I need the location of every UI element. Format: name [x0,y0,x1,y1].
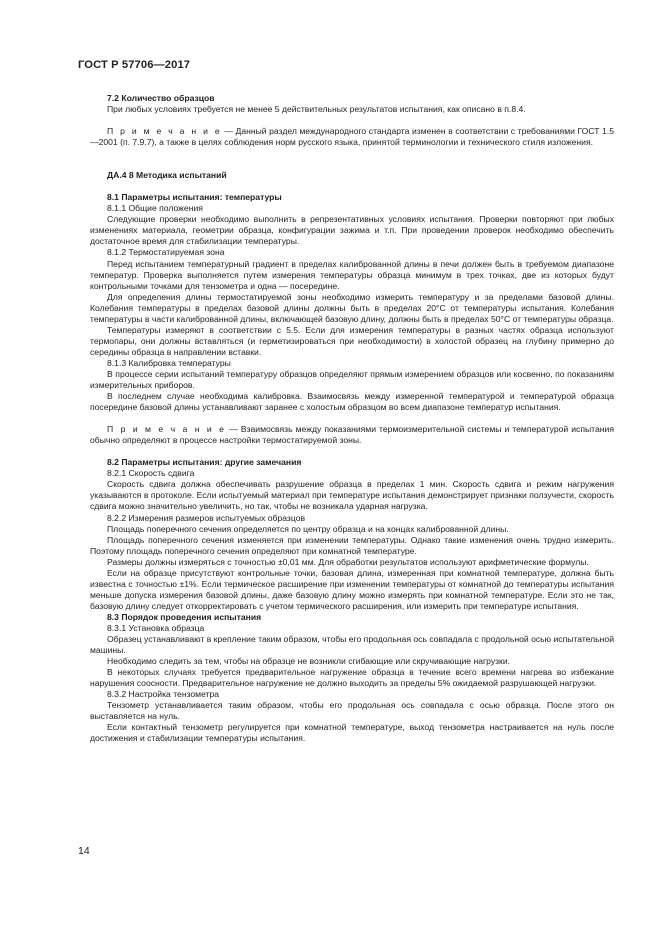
note-1 [90,126,614,148]
section-8-3-1-paragraph: Необходимо следить за тем, чтобы на образце не возникли сгибающие или скручивающие нагрузки. [107,656,511,667]
section-8-3-1-title: 8.3.1 Установка образца [107,622,205,633]
section-8-1-2-paragraph: Перед испытанием температурный градиент в пределах калиброванной длины в печи должен быть в требуемом диапазоне температур. Проверка выполняется путем измерения температуры образца минимум в трех точках, две из которых будут контрольными точками для тензометра и одна — посередине. [90,258,614,291]
document-body [90,93,614,744]
section-8-1-3-paragraph: В процессе серии испытаний температуру образцов определяют прямым измерением образцов или косвенно, по показаниям измерительных приборов. [90,368,614,391]
section-8-2-2-title: 8.2.2 Измерения размеров испытуемых образцов [107,512,306,523]
section-8-2-2-paragraph: Размеры должны измеряться с точностью ±0,01 мм. Для обработки результатов используют арифметические формулы. [107,556,589,567]
section-8-1-1-title: 8.1.1 Общие положения [107,203,203,214]
section-8-1-3-title: 8.1.3 Калибровка температуры [107,357,231,368]
section-8-3-2-paragraph: Тензометр устанавливается таким образом, чтобы его продольная ось совпадала с осью образца. После этого он выставляется на нуль. [90,700,614,722]
section-8-1-2-title: 8.1.2 Термостатируемая зона [107,247,225,258]
section-8-2-2-paragraph: Площадь поперечного сечения определяется по центру образца и на концах калиброванной длины. [107,523,509,534]
section-8-2-title: 8.2 Параметры испытания: другие замечания [107,457,302,468]
section-8-3-title: 8.3 Порядок проведения испытания [107,611,262,622]
section-8-2-1-title: 8.2.1 Скорость сдвига [107,468,195,479]
section-8-3-2-paragraph: Если контактный тензометр регулируется при комнатной температуре, выход тензометра настраивается на нуль после достижения и стабилизации температуры испытания. [90,722,614,744]
page-number: 14 [78,845,90,857]
note-2-label: П р и м е ч а н и е [107,424,227,435]
section-8-2-2-paragraph: Площадь поперечного сечения изменяется при изменении температуры. Однако такие изменения очень трудно измерить. Поэтому площадь поперечного сечения определяют при комнатной температуре. [90,534,614,556]
section-8-3-1-paragraph: В некоторых случаях требуется предварительное нагружение образца в течение всего времени нагрева во избежание нарушения соосности. Предварительное нагружение не должно выходить за пределы 5% ожидаемой разрушающей нагрузки. [90,667,614,689]
section-8-1-2-paragraph: Температуры измеряют в соответствии с 5.5. Если для измерения температуры в разных частях образца используют термопары, они должны вставляться (и герметизироваться при необходимости) в холостой образец на глубину примерно до середины образца в направлении вставки. [90,324,614,357]
appendix-da-4-8-title: ДА.4 8 Методика испытаний [107,170,227,181]
note-2 [90,424,614,446]
section-8-2-2-paragraph: Если на образце присутствуют контрольные точки, базовая длина, измеренная при комнатной температуре, должна быть известна с точностью ±1%. Если термическое расширение при изменении температуры от комнатной до температуры испытания меньше допуска измерения базовой длины, даже базовую длину можно измерять при комнатной температуре. Если это не так, базовую длину следует откорректировать с учетом термического расширения, или измерить при температуре испытания. [90,567,614,611]
section-7-2-title: 7.2 Количество образцов [107,93,215,103]
section-8-2-1-paragraph: Скорость сдвига должна обеспечивать разрушение образца в пределах 1 мин. Скорость сдвига и режим нагружения указываются в протоколе. Если испытуемый материал при температуре испытания демонстрирует признаки ползучести, скорость сдвига можно значительно увеличить, но так, чтобы не возникала ударная нагрузка. [90,479,614,512]
section-8-1-2-paragraph: Для определения длины термостатируемой зоны необходимо измерить температуру и за пределами базовой длины. Колебания температуры в пределах базовой длины должны быть в пределах 20°С от температуры испытания. Колебания температуры в части калиброванной длины, включающей базовую длину, должны быть в пределах 50°С от температуры образца. [90,291,614,324]
section-8-3-2-title: 8.3.2 Настройка тензометра [107,689,220,700]
section-8-1-1-paragraph: Следующие проверки необходимо выполнить в репрезентативных условиях испытания. Проверки повторяют при любых изменениях материала, геометрии образца, конфигурации зажима и т.п. При проведении проверок необходимо обеспечить достаточное время для стабилизации температуры. [90,214,614,247]
document-header: ГОСТ Р 57706—2017 [78,59,191,71]
note-1-label: П р и м е ч а н и е [107,126,222,137]
note-2-text: — Взаимосвязь между показаниями термоизмерительной системы и температурой испытания обычно определяют в процессе настройки термостатируемой зоны. [90,424,614,446]
section-8-1-3-paragraph: В последнем случае необходима калибровка. Взаимосвязь между измеренной температурой и температурой образца посередине базовой длины устанавливают заранее с холостым образцом во всем диапазоне температур испытания. [90,391,614,413]
section-7-2-text: При любых условиях требуется не менее 5 действительных результатов испытания, как описано в п.8.4. [107,104,526,115]
section-8-3-1-paragraph: Образец устанавливают в крепление таким образом, чтобы его продольная ось совпадала с продольной осью испытательной машины. [90,634,614,656]
section-8-1-title: 8.1 Параметры испытания: температуры [107,192,282,203]
note-1-text: — Данный раздел международного стандарта изменен в соответствии с требованиями ГОСТ 1.5—2001 (п. 7.9.7), а также в целях соблюдения норм русского языка, принятой терминологии и технического стиля изложения. [90,126,614,148]
